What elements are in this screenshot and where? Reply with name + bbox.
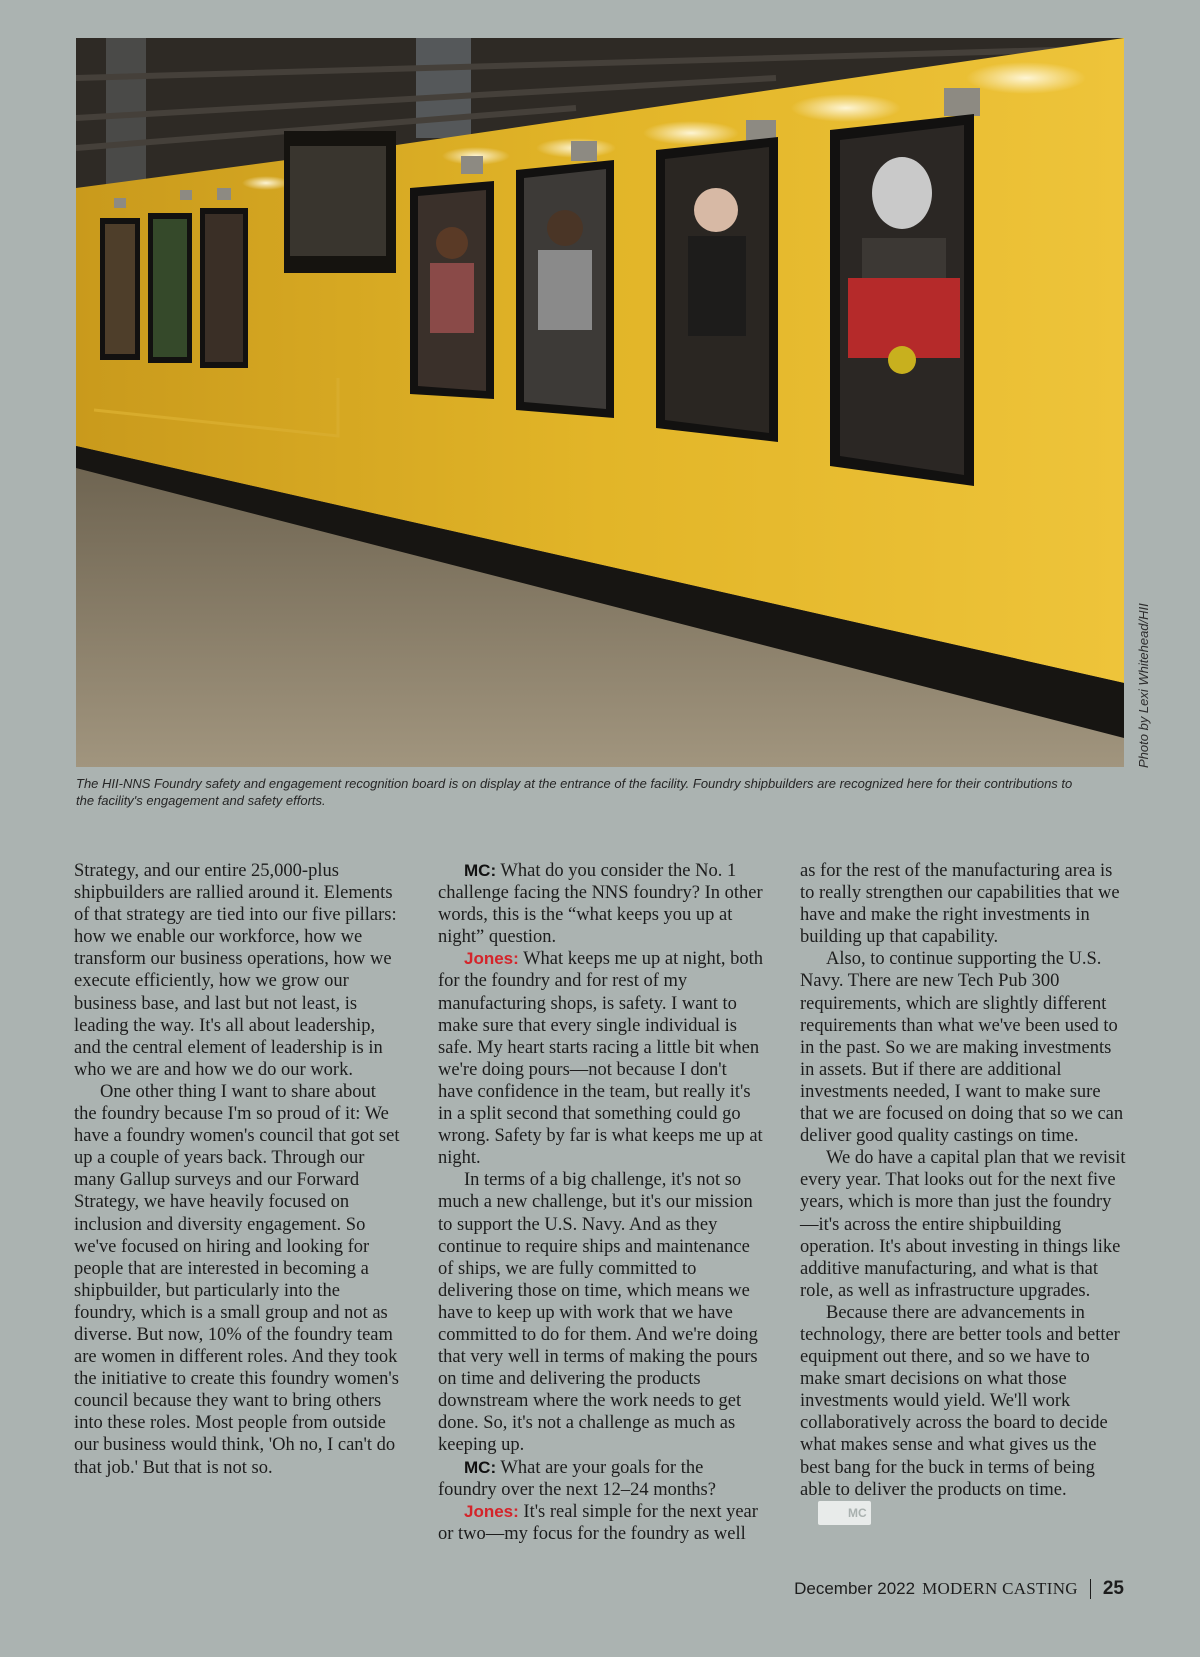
- speaker-label-jones: Jones:: [464, 1501, 519, 1521]
- question-text: What are your goals for the foundry over the next 12–24 months?: [438, 1457, 716, 1500]
- feature-photo: [76, 38, 1124, 767]
- interview-question: [438, 1457, 764, 1501]
- paragraph: Strategy, and our entire 25,000-plus shipbuilders are rallied around it. Elements of that strategy are tied into our five pillars: how we enable our workforce, how we transform our business operations, how we execute efficiently, how we grow our business base, and last but not least, is leading the way. It's all about leadership, and the central element of leadership is in who we are and how we do our work.: [74, 861, 397, 1080]
- article-column-1: [74, 860, 400, 1479]
- paragraph-text: Because there are advancements in technology, there are better tools and better equipment out there, and so we have to make smart decisions on what those investments would yield. We'll work collaboratively across the board to decide what makes sense and what gives us the best bang for the buck in terms of being able to deliver the products on time.: [800, 1302, 1120, 1500]
- paragraph: [800, 1302, 1126, 1525]
- paragraph: Also, to continue supporting the U.S. Navy. There are new Tech Pub 300 requirements, which are slightly different requirements than what we've been used to in the past. So we are making investments in assets. But if there are additional investments needed, I want to make sure that we are focused on doing that so we can deliver good quality castings on time.: [800, 949, 1124, 1147]
- article-column-3: [800, 860, 1126, 1525]
- page-number: 25: [1102, 1578, 1124, 1599]
- speaker-label-mc: MC:: [464, 861, 497, 880]
- answer-text: It's real simple for the next year or two—my focus for the foundry as well: [438, 1501, 758, 1544]
- paragraph: In terms of a big challenge, it's not so much a new challenge, but it's our mission to support the U.S. Navy. And as they continue to require ships and maintenance of ships, we are fully committed to delivering those on time, which means we have to keep up with work that we have committed to do for them. And we're doing that very well in terms of making the pours on time and delivering the products downstream where the work needs to get done. So, it's not a challenge as much as keeping up.: [438, 1170, 758, 1456]
- answer-text: What keeps me up at night, both for the foundry and for rest of my manufacturing shops, is safety. I want to make sure that every single individual is safe. My heart starts racing a little bit when we're doing pours—not because I don't have confidence in the team, but really it's in a split second that something could go wrong. Safety by far is what keeps me up at night.: [438, 949, 764, 1169]
- article-column-2: [438, 860, 764, 1545]
- speaker-label-jones: Jones:: [464, 949, 519, 969]
- question-text: What do you consider the No. 1 challenge facing the NNS foundry? In other words, this is the “what keeps you up at night” question.: [438, 861, 763, 948]
- photo-caption: The HII-NNS Foundry safety and engagement recognition board is on display at the entrance of the facility. Foundry shipbuilders are recognized here for their contributions to the facility's engagement and safety efforts.: [76, 776, 1073, 808]
- paragraph: We do have a capital plan that we revisit every year. That looks out for the next five years, which is more than just the foundry—it's across the entire shipbuilding operation. It's about investing in things like additive manufacturing, and what is that role, as well as infrastructure upgrades.: [800, 1148, 1126, 1301]
- recognition-board-illustration: [76, 38, 1124, 767]
- photo-credit: Photo by Lexi Whitehead/HII: [1136, 603, 1151, 768]
- issue-date: December 2022: [794, 1579, 916, 1598]
- paragraph: One other thing I want to share about the foundry because I'm so proud of it: We have a foundry women's council that got set up a couple of years back. Through our many Gallup surveys and our Forward Strategy, we have heavily focused on inclusion and diversity engagement. So we've focused on hiring and looking for people that are interested in becoming a shipbuilder, but particularly into the foundry, which is a small group and not as diverse. But now, 10% of the foundry team are women in different roles. And they took the initiative to create this foundry women's council because they want to bring others into these roles. Most people from outside our business would think, 'Oh no, I can't do that job.' But that is not so.: [74, 1081, 400, 1478]
- speaker-label-mc: MC:: [464, 1457, 497, 1477]
- end-of-article-mark: MC: [818, 1501, 871, 1525]
- magazine-name: MODERN CASTING: [922, 1579, 1078, 1598]
- interview-answer: [438, 1501, 764, 1545]
- page-footer: [794, 1578, 1124, 1600]
- interview-answer: [438, 948, 764, 1169]
- paragraph: as for the rest of the manufacturing area is to really strengthen our capabilities that we have and make the right investments in building up that capability.: [800, 861, 1120, 948]
- interview-question: [438, 860, 764, 948]
- footer-divider: [1090, 1579, 1091, 1599]
